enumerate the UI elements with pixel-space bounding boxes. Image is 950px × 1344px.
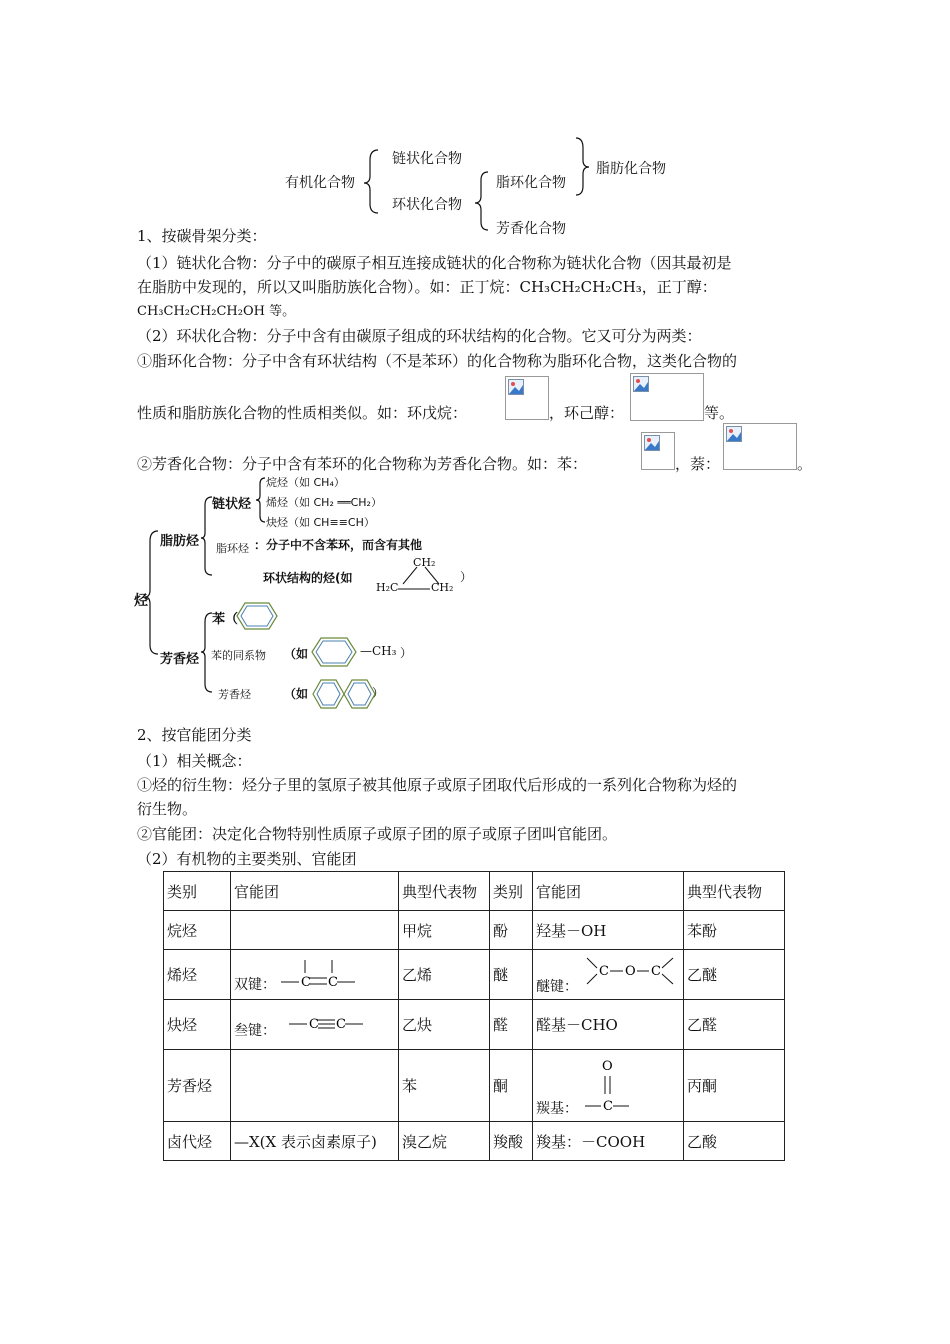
- tree-close-paren-2: ）: [400, 646, 413, 660]
- section1-p1c: CH₃CH₂CH₂CH₂OH 等。: [137, 304, 296, 319]
- table-cell: 典型代表物: [399, 872, 490, 911]
- double-bond-formula: [279, 956, 359, 996]
- table-cell: 羟基－OH: [533, 911, 684, 950]
- table-cell: 乙醛: [684, 1000, 785, 1050]
- table-cell: 乙酸: [684, 1122, 785, 1161]
- tree-alicyclic-desc1: ：分子中不含苯环，而含有其他: [254, 538, 423, 552]
- ether-bond-formula: [585, 954, 681, 996]
- table-row: [164, 1122, 785, 1161]
- diagram1-ring: 环状化合物: [392, 197, 462, 213]
- diagram1-aliphatic: 脂肪化合物: [596, 161, 666, 177]
- table-cell: 酮: [490, 1050, 533, 1122]
- tree-root: 烃: [134, 593, 148, 609]
- diagram1-root: 有机化合物: [285, 175, 355, 191]
- section1-p1a: （1）链状化合物：分子中的碳原子相互连接成链状的化合物称为链状化合物（因其最初是: [137, 254, 732, 272]
- diagram1-chain: 链状化合物: [392, 151, 462, 167]
- section1-p4b: ，萘：: [675, 455, 721, 473]
- benzene-structure: [237, 603, 277, 629]
- toluene-ch3: —CH₃: [360, 644, 397, 658]
- tree-homolog-ru: （如: [284, 647, 309, 661]
- section2-def2: ②官能团：决定化合物特别性质原子或原子团的原子或原子团叫官能团。: [137, 825, 618, 843]
- carbon-atom: C: [336, 1017, 346, 1032]
- table-cell: 醛: [490, 1000, 533, 1050]
- section1-p3b2: ，环己醇：: [549, 404, 625, 422]
- diagram1-alicyclic: 脂环化合物: [496, 175, 566, 191]
- table-cell: 乙炔: [399, 1000, 490, 1050]
- section2-sub2: （2）有机物的主要类别、官能团: [137, 850, 357, 868]
- section2-def1b: 衍生物。: [137, 800, 198, 818]
- triple-bond-label: 叁键：: [234, 1023, 276, 1039]
- tree-close-paren-1: ）: [460, 570, 473, 584]
- toluene-structure: [312, 638, 356, 666]
- table-cell: 羧酸: [490, 1122, 533, 1161]
- section1-p3b1: 性质和脂肪族化合物的性质相类似。如：环戊烷：: [137, 404, 468, 422]
- oxygen-atom: O: [602, 1059, 613, 1074]
- table-row: [164, 950, 785, 1000]
- carbon-atom: C: [301, 975, 311, 990]
- table-cell: [231, 911, 399, 950]
- tree-alicyclic-label: 脂环烃: [216, 542, 249, 555]
- triple-bond-formula: [287, 1008, 377, 1034]
- section1-p4a: ②芳香化合物：分子中含有苯环的化合物称为芳香化合物。如：苯：: [137, 455, 588, 473]
- tree-homolog: 苯的同系物: [211, 649, 266, 662]
- table-cell: 类别: [490, 872, 533, 911]
- table-cell: 官能团: [533, 872, 684, 911]
- tree-alkane: 烷烃（如 CH₄）: [266, 476, 345, 489]
- table-cell: 醚: [490, 950, 533, 1000]
- table-row: [164, 911, 785, 950]
- naphthalene-structure: [313, 680, 375, 708]
- table-cell: 溴乙烷: [399, 1122, 490, 1161]
- table-cell: 烯烃: [164, 950, 231, 1000]
- functional-group-table: [163, 871, 785, 1161]
- tree-alkene: 烯烃（如 CH₂ ══CH₂）: [266, 496, 382, 509]
- tree-aliphatic: 脂肪烃: [160, 534, 200, 549]
- carbon-atom: C: [603, 1099, 613, 1114]
- table-cell: [231, 1000, 399, 1050]
- table-cell: 卤代烃: [164, 1122, 231, 1161]
- tree-aromatic: 芳香烃: [160, 652, 200, 667]
- table-cell: 官能团: [231, 872, 399, 911]
- table-cell: —X(X 表示卤素原子): [231, 1122, 399, 1161]
- table-cell: [231, 950, 399, 1000]
- table-cell: 苯酚: [684, 911, 785, 950]
- tree-arom2-ru: （如: [284, 687, 309, 701]
- section2-sub1: （1）相关概念：: [137, 752, 252, 770]
- table-cell: [533, 950, 684, 1000]
- cyclopropane-ch2-right: CH₂: [431, 581, 454, 594]
- tree-alicyclic-desc2: 环状结构的烃(如: [263, 571, 353, 585]
- table-row: [164, 1050, 785, 1122]
- table-header-row: [164, 872, 785, 911]
- table-cell: 芳香烃: [164, 1050, 231, 1122]
- section1-p3b3: 等。: [704, 404, 735, 422]
- oxygen-atom: O: [625, 964, 636, 979]
- section1-p2: （2）环状化合物：分子中含有由碳原子组成的环状结构的化合物。它又可分为两类：: [137, 327, 702, 345]
- tree-alkyne: 炔烃（如 CH≡≡CH）: [266, 516, 375, 529]
- table-cell: 烷烃: [164, 911, 231, 950]
- table-cell: 甲烷: [399, 911, 490, 950]
- section1-p1b: 在脂肪中发现的，所以又叫脂肪族化合物）。如：正丁烷：CH₃CH₂CH₂CH₃，正丁醇：: [137, 278, 717, 296]
- cyclopropane-h2c: H₂C: [376, 581, 399, 594]
- table-cell: 醛基－CHO: [533, 1000, 684, 1050]
- section2-def1a: ①烃的衍生物：烃分子里的氢原子被其他原子或原子团取代后形成的一系列化合物称为烃的: [137, 776, 738, 794]
- tree-benzene: 苯（: [212, 612, 239, 627]
- carbon-atom: C: [599, 964, 609, 979]
- carbon-atom: C: [309, 1017, 319, 1032]
- double-bond-label: 双键：: [234, 977, 276, 993]
- table-cell: 典型代表物: [684, 872, 785, 911]
- ether-bond-label: 醚键：: [536, 979, 578, 995]
- table-row: [164, 1000, 785, 1050]
- table-cell: [533, 1050, 684, 1122]
- table-cell: 类别: [164, 872, 231, 911]
- section1-p4c: 。: [797, 455, 813, 473]
- table-cell: 酚: [490, 911, 533, 950]
- section1-p3a: ①脂环化合物：分子中含有环状结构（不是苯环）的化合物称为脂环化合物，这类化合物的: [137, 352, 738, 370]
- diagram1-aromatic: 芳香化合物: [496, 221, 566, 237]
- table-cell: 苯: [399, 1050, 490, 1122]
- table-cell: [231, 1050, 399, 1122]
- carbonyl-label: 羰基：: [536, 1101, 578, 1117]
- tree-close-paren-3: ）: [372, 686, 385, 700]
- table-cell: 炔烃: [164, 1000, 231, 1050]
- table-cell: 乙醚: [684, 950, 785, 1000]
- carbon-atom: C: [328, 975, 338, 990]
- table-cell: 乙烯: [399, 950, 490, 1000]
- section2-heading: 2、按官能团分类: [137, 726, 252, 744]
- tree-chain: 链状烃: [212, 497, 252, 512]
- cyclopropane-ch2-top: CH₂: [413, 556, 436, 569]
- section1-heading: 1、按碳骨架分类：: [137, 227, 267, 245]
- table-cell: 丙酮: [684, 1050, 785, 1122]
- carbonyl-formula: [583, 1056, 643, 1120]
- carbon-atom: C: [651, 964, 661, 979]
- table-cell: 羧基：－COOH: [533, 1122, 684, 1161]
- tree-arom2: 芳香烃: [218, 688, 251, 701]
